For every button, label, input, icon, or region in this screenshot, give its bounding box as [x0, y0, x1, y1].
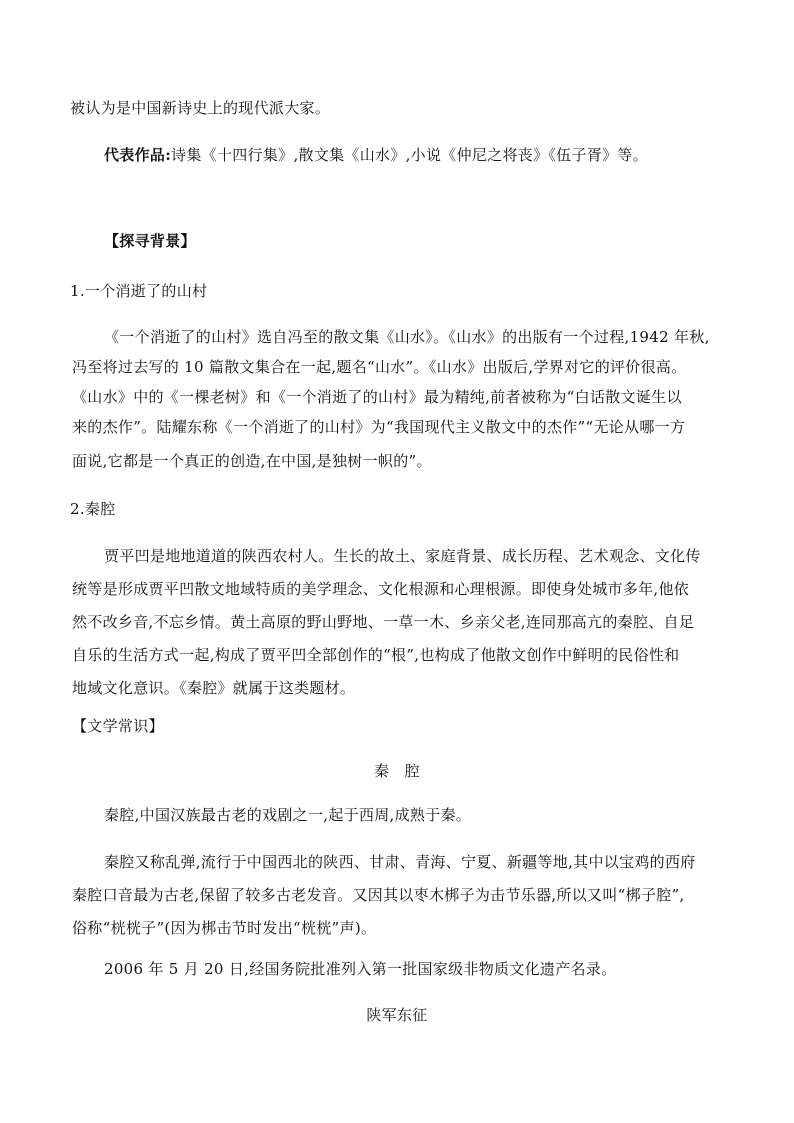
- qinqiang-p2-line: 秦腔口音最为古老,保留了较多古老发音。又因其以枣木梆子为击节乐器,所以又叫“梆子腔”,: [72, 886, 685, 904]
- section2-line: 地域文化意识。《秦腔》就属于这类题材。: [72, 679, 356, 697]
- section1-line: 《一个消逝了的山村》选自冯至的散文集《山水》。《山水》的出版有一个过程,1942 年秋,: [104, 328, 710, 346]
- section2-line: 然不改乡音,不忘乡情。黄土高原的野山野地、一草一木、乡亲父老,连同那高亢的秦腔、自足: [72, 613, 695, 631]
- section2-line: 自乐的生活方式一起,构成了贾平凹全部创作的“根”,也构成了他散文创作中鲜明的民俗性和: [72, 646, 680, 664]
- works-label: 代表作品:: [104, 146, 172, 164]
- literary-knowledge-heading: 【文学常识】: [72, 717, 164, 735]
- section2-line: 贾平凹是地地道道的陕西农村人。生长的故土、家庭背景、成长历程、艺术观念、文化传: [104, 547, 701, 565]
- qinqiang-title: 秦 腔: [374, 762, 420, 780]
- representative-works: [104, 145, 648, 165]
- author-bio-tail: 被认为是中国新诗史上的现代派大家。: [70, 99, 331, 117]
- qinqiang-paragraph-3: 2006 年 5 月 20 日,经国务院批准列入第一批国家级非物质文化遗产名录。: [104, 960, 617, 978]
- section1-line: 《山水》中的《一棵老树》和《一个消逝了的山村》最为精纯,前者被称为“白话散文诞生以: [72, 388, 682, 406]
- works-text: 诗集《十四行集》,散文集《山水》,小说《仲尼之将丧》《伍子胥》等。: [171, 146, 648, 164]
- section2-title: 2.秦腔: [70, 500, 116, 518]
- qinqiang-p2-line: 俗称“桄桄子”(因为梆击节时发出“桄桄”声)。: [72, 919, 377, 937]
- next-section-title: 陕军东征: [366, 1006, 428, 1024]
- section1-title: 1.一个消逝了的山村: [70, 282, 208, 300]
- section2-line: 统等是形成贾平凹散文地域特质的美学理念、文化根源和心理根源。即使身处城市多年,他依: [72, 580, 690, 598]
- section1-line: 冯至将过去写的 10 篇散文集合在一起,题名“山水”。《山水》出版后,学界对它的评价很高。: [72, 358, 687, 376]
- section1-line: 来的杰作”。陆耀东称《一个消逝了的山村》为“我国现代主义散文中的杰作”“无论从哪一方: [72, 418, 686, 436]
- qinqiang-p2-line: 秦腔又称乱弹,流行于中国西北的陕西、甘肃、青海、宁夏、新疆等地,其中以宝鸡的西府: [104, 853, 696, 871]
- qinqiang-paragraph-1: 秦腔,中国汉族最古老的戏剧之一,起于西周,成熟于秦。: [104, 806, 472, 824]
- section1-line: 面说,它都是一个真正的创造,在中国,是独树一帜的”。: [72, 452, 432, 470]
- background-heading: 【探寻背景】: [104, 232, 196, 250]
